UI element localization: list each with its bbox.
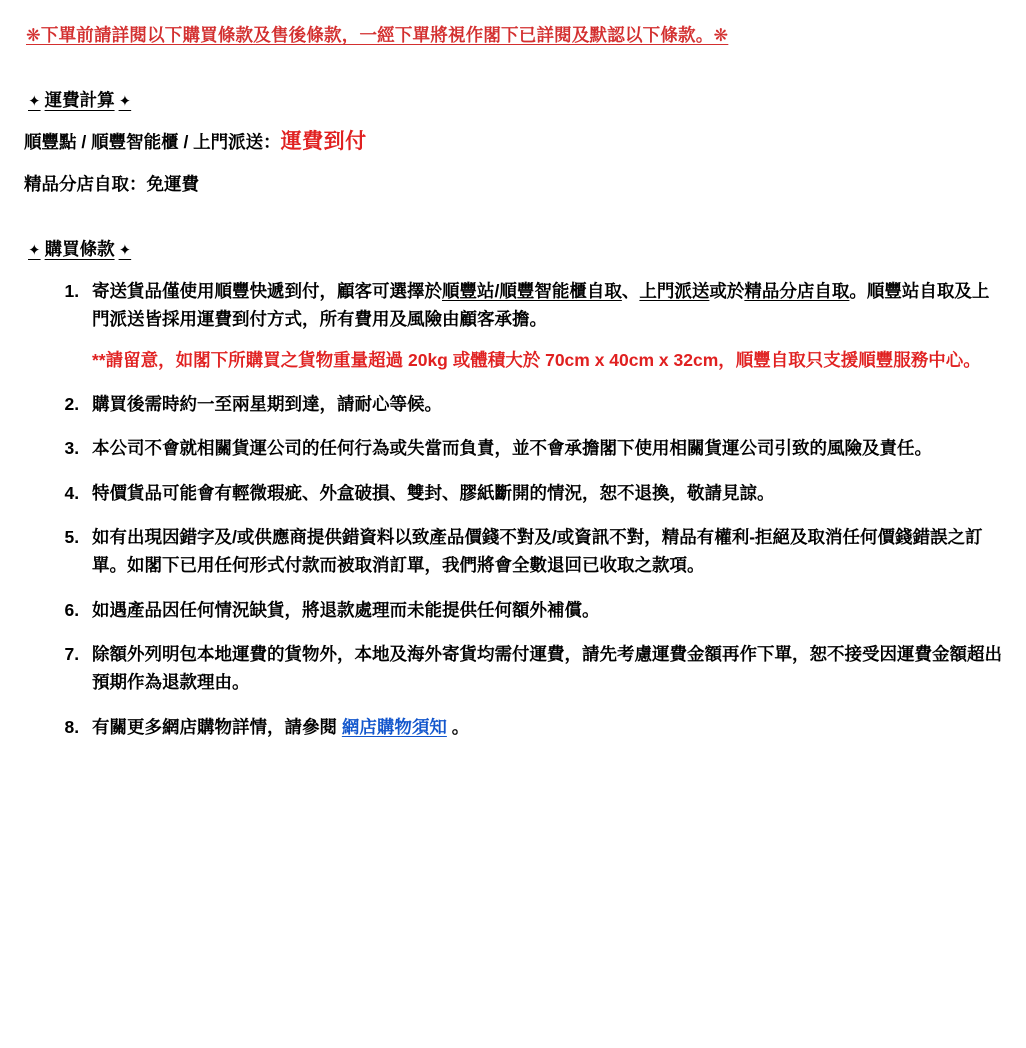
text-run: 。 [446,716,470,737]
terms-item-warning: **請留意，如閣下所購買之貨物重量超過 20kg 或體積大於 70cm x 40cm x 32cm，順豐自取只支援順豐服務中心。 [92,349,981,370]
text-run: 有關更多網店購物詳情，請參閱 [92,716,342,737]
terms-item-text [92,713,1004,741]
star-icon-right: ✦ [118,93,132,111]
terms-heading-label: 購買條款 [44,238,115,259]
terms-item-text [92,390,1004,418]
text-run: 或於 [709,281,745,302]
terms-section-heading [24,236,1004,263]
text-run: 特價貨品可能會有輕微瑕疵、外盒破損、雙封、膠紙斷開的情況，恕不退換，敬請見諒。 [92,482,775,503]
terms-list-item [84,596,1004,624]
terms-list-item [84,479,1004,507]
star-icon-right: ✦ [118,241,132,259]
text-run: 購買後需時約一至兩星期到達，請耐心等候。 [92,394,442,415]
terms-item-text [92,596,1004,624]
terms-list-item [84,523,1004,580]
star-icon-left: ✦ [28,241,41,259]
terms-item-text [92,434,1004,462]
terms-list [22,277,1004,741]
terms-list-item [84,390,1004,418]
terms-list-item [84,434,1004,462]
spacer [22,49,1004,87]
emphasised-phrase: 精品分店自取 [744,281,850,302]
shipping-section-heading [24,87,1004,114]
text-run: 、 [621,281,640,302]
terms-item-text [92,277,1004,334]
terms-item-text [92,523,1004,580]
terms-list-item [84,713,1004,741]
text-run: 如有出現因錯字及/或供應商提供錯資料以致產品價錢不對及/或資訊不對，精品有權利-拒絕及取消任何價錢錯誤之訂單。如閣下已用任何形式付款而被取消訂單，我們將會全數退回已收取之款項。 [92,527,983,576]
store-pickup-line: 精品分店自取：免運費 [24,173,199,194]
shipping-method-line [24,126,1004,159]
shipping-method-label: 順豐點 / 順豐智能櫃 / 上門派送： [24,132,281,153]
shipping-fee-emphasis: 運費到付 [280,130,367,154]
text-run: 本公司不會就相關貨運公司的任何行為或失當而負責，並不會承擔閣下使用相關貨運公司引致的風險及責任。 [92,438,932,459]
terms-list-item [84,640,1004,697]
emphasised-phrase: 上門派送 [639,281,710,302]
star-icon-left: ✦ [28,93,41,111]
top-notice-banner: ❋下單前請詳閱以下購買條款及售後條款，一經下單將視作閣下已詳閱及默認以下條款。❋ [26,25,729,45]
spacer [22,198,1004,236]
text-run: 。順豐站自取及上門派送皆採用運費到付方式，所有費用及風險由顧客承擔。 [92,281,990,330]
shipping-heading-label: 運費計算 [44,90,115,111]
shopping-guide-link[interactable]: 網店購物須知 [341,716,447,737]
text-run: 寄送貨品僅使用順豐快遞到付，顧客可選擇於 [92,281,442,302]
emphasised-phrase: 順豐站/順豐智能櫃自取 [442,281,622,302]
text-run: 除額外列明包本地運費的貨物外，本地及海外寄貨均需付運費，請先考慮運費金額再作下單，恕不接受因運費金額超出預期作為退款理由。 [92,644,1002,693]
text-run: 如遇產品因任何情況缺貨，將退款處理而未能提供任何額外補償。 [92,599,600,620]
terms-list-item [84,277,1004,374]
terms-item-text [92,479,1004,507]
terms-item-text [92,640,1004,697]
